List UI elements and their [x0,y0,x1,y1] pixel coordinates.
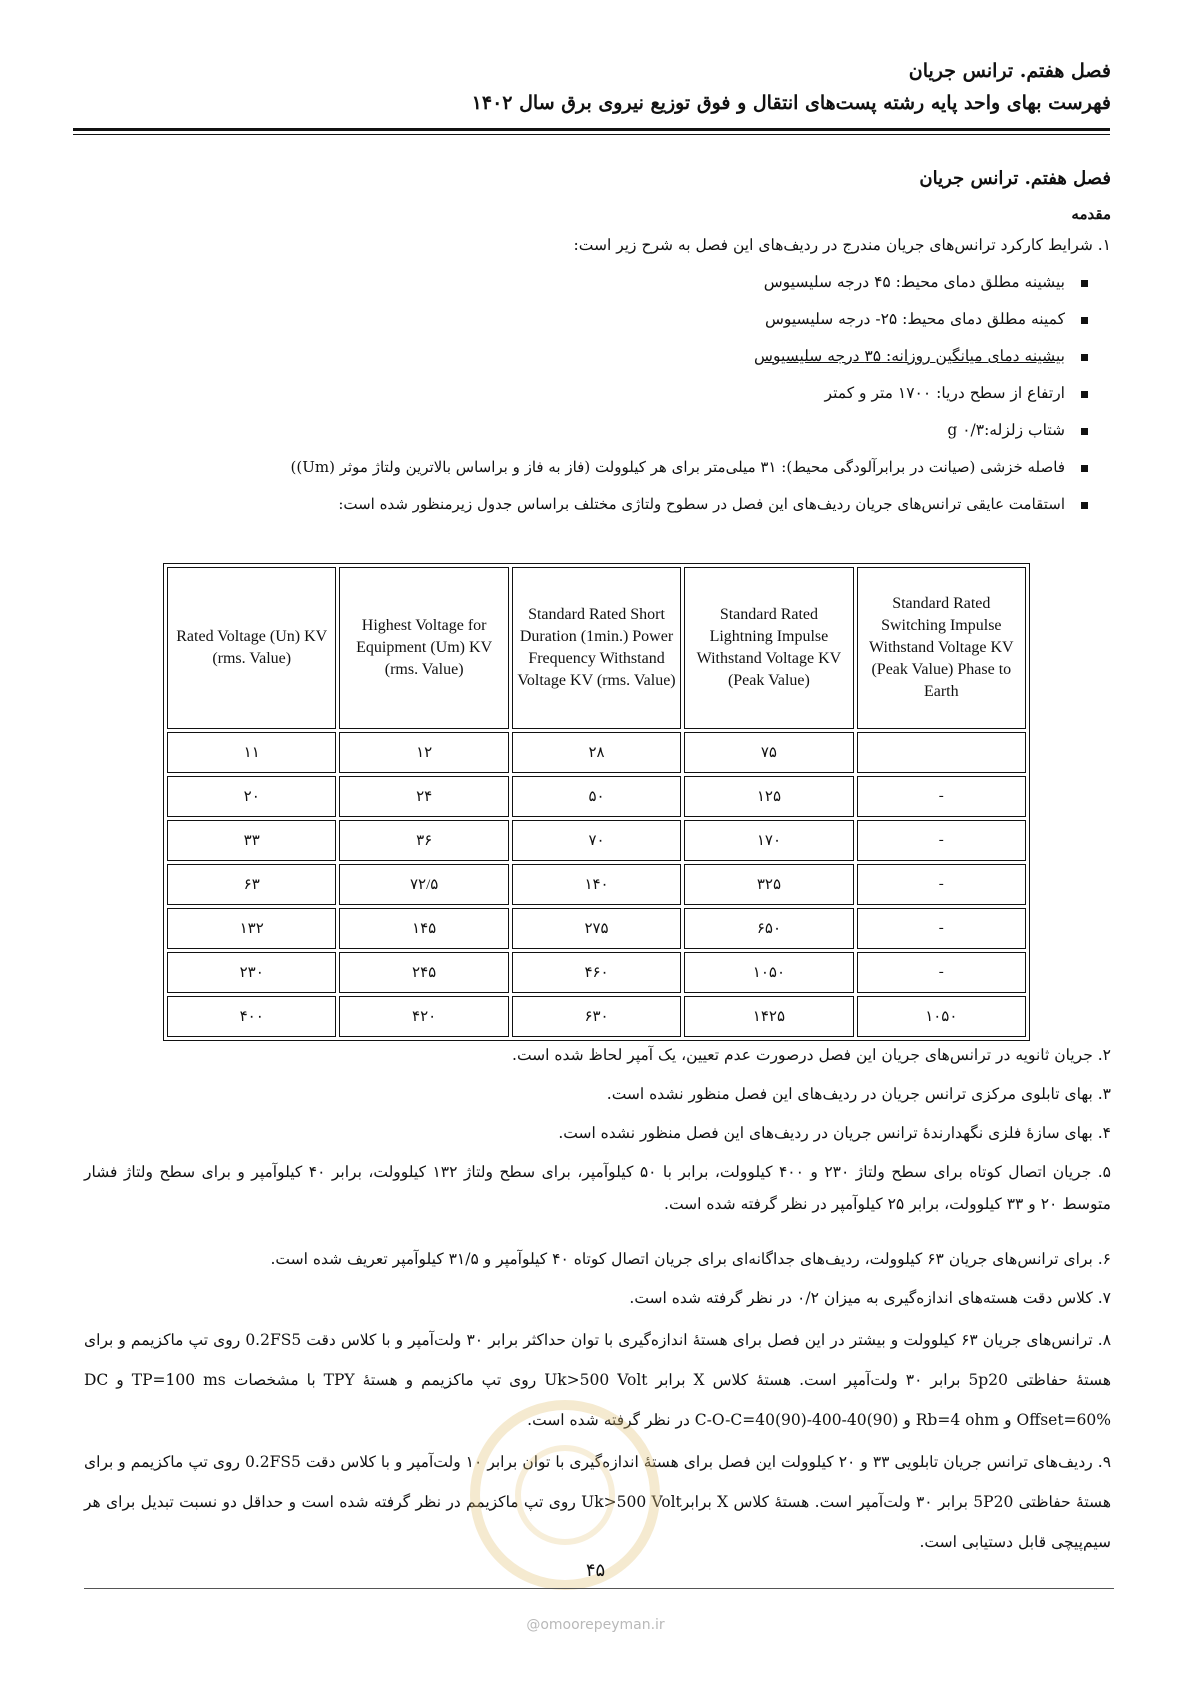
table-cell: ۲۴ [339,776,508,817]
table-cell: ۲۸ [512,732,681,773]
col-header-rated-voltage: Rated Voltage (Un) KV (rms. Value) [167,567,336,729]
chapter-title: فصل هفتم. ترانس جریان [919,168,1111,189]
running-header-chapter: فصل هفتم. ترانس جریان [908,60,1111,82]
table-cell: ۲۰ [167,776,336,817]
table-row [167,820,1026,861]
table-row [167,908,1026,949]
table-cell: - [857,776,1026,817]
header-rule-thick [73,128,1110,131]
table-cell: ۲۷۵ [512,908,681,949]
table-cell: ۷۰ [512,820,681,861]
bullet-item [754,342,1088,370]
table-cell: ۴۲۰ [339,996,508,1037]
table-cell: ۵۰ [512,776,681,817]
table-cell: ۶۳ [167,864,336,905]
table-cell: - [857,864,1026,905]
item-9: ۹. ردیف‌های ترانس جریان تابلویی ۳۳ و ۲۰ کیلوولت این فصل برای هستهٔ اندازه‌گیری با توان برابر ۱۰ ولت‌آمپر و با کلاس دقت 0.2FS5 روی تپ ماکزیمم و برای هستهٔ حفاظتی 5P20 برابر ۳۰ ولت‌آمپر است. هستهٔ کلاس X برابرUk>500 Volt روی تپ ماکزیمم در نظر گرفته شده است و حداقل دو نسبت تبدیل برای هر سیم‌پیچی قابل دستیابی است. [84,1453,1112,1551]
table-cell: ۱۰۵۰ [684,952,853,993]
table-cell: ۳۳ [167,820,336,861]
bullet-item [947,416,1088,444]
intro-heading: مقدمه [1071,205,1111,223]
item-1: ۱. شرایط کارکرد ترانس‌های جریان مندرج در ردیف‌های این فصل به شرح زیر است: [573,236,1111,254]
bullet-icon [1081,502,1088,509]
item-7: ۷. کلاس دقت هسته‌های اندازه‌گیری به میزان ۰/۲ در نظر گرفته شده است. [629,1289,1111,1307]
bullet-text: شتاب زلزله:g ۰/۳ [947,421,1065,439]
bullet-item [338,490,1088,518]
table-cell: ۱۳۲ [167,908,336,949]
page-number: ۴۵ [585,1560,606,1581]
bullet-text: ارتفاع از سطح دریا: ۱۷۰۰ متر و کمتر [824,384,1065,402]
table-cell: ۲۴۵ [339,952,508,993]
table-cell: ۱۲۵ [684,776,853,817]
item-2: ۲. جریان ثانویه در ترانس‌های جریان این فصل درصورت عدم تعیین، یک آمپر لحاظ شده است. [512,1046,1111,1064]
running-header-title: فهرست بهای واحد پایه رشته پست‌های انتقال و فوق توزیع نیروی برق سال ۱۴۰۲ [471,92,1111,114]
table-cell: ۴۰۰ [167,996,336,1037]
bullet-text: فاصله خزشی (صیانت در برابرآلودگی محیط): ۳۱ میلی‌متر برای هر کیلوولت (فاز به فاز و براساس بالاترین ولتاژ موثر (Um)) [290,458,1065,476]
item-3: ۳. بهای تابلوی مرکزی ترانس جریان در ردیف‌های این فصل منظور نشده است. [606,1085,1111,1103]
bullet-text: بیشینه مطلق دمای محیط: ۴۵ درجه سلیسیوس [763,273,1065,291]
bullet-icon [1081,280,1088,287]
bullet-item [825,379,1088,407]
table-cell: - [857,820,1026,861]
bullet-icon [1081,465,1088,472]
table-header-row [167,567,1026,729]
table-cell: ۳۲۵ [684,864,853,905]
bullet-item [291,453,1088,481]
table-row [167,776,1026,817]
table-cell: ۴۶۰ [512,952,681,993]
table-row [167,732,1026,773]
table-row [167,996,1026,1037]
col-header-lightning-impulse: Standard Rated Lightning Impulse Withstand Voltage KV (Peak Value) [684,567,853,729]
col-header-switching-impulse: Standard Rated Switching Impulse Withstand Voltage KV (Peak Value) Phase to Earth [857,567,1026,729]
table-cell: - [857,952,1026,993]
item-6: ۶. برای ترانس‌های جریان ۶۳ کیلوولت، ردیف‌های جداگانه‌ای برای جریان اتصال کوتاه ۴۰ کیلوآمپر و ۳۱/۵ کیلوآمپر تعریف شده است. [270,1250,1111,1268]
table-cell: - [857,908,1026,949]
bullet-text: کمینه مطلق دمای محیط: ۲۵- درجه سلیسیوس [764,310,1065,328]
bullet-text: بیشینه دمای میانگین روزانه: ۳۵ درجه سلیسیوس [754,347,1065,365]
table-cell: ۲۳۰ [167,952,336,993]
bullet-item [765,305,1088,333]
bullet-icon [1081,428,1088,435]
footer-rule [84,1588,1114,1589]
table-cell: ۷۲/۵ [339,864,508,905]
table-cell: ۷۵ [684,732,853,773]
table-cell: ۱۴۲۵ [684,996,853,1037]
table-cell: ۱۴۰ [512,864,681,905]
col-header-power-frequency: Standard Rated Short Duration (1min.) Power Frequency Withstand Voltage KV (rms. Value) [512,567,681,729]
site-watermark: @omoorepeyman.ir [526,1617,665,1633]
table-cell: ۱۷۰ [684,820,853,861]
table-cell: ۱۲ [339,732,508,773]
table-cell: ۶۳۰ [512,996,681,1037]
table-cell [857,732,1026,773]
table-row [167,952,1026,993]
table-cell: ۶۵۰ [684,908,853,949]
table-row [167,864,1026,905]
item-5: ۵. جریان اتصال کوتاه برای سطح ولتاژ ۲۳۰ و ۴۰۰ کیلوولت، برابر با ۵۰ کیلوآمپر، برای سطح ولتاژ ۱۳۲ کیلوولت، برابر ۴۰ کیلوآمپر و برای سطح ولتاژ فشار متوسط ۲۰ و ۳۳ کیلوولت، برابر ۲۵ کیلوآمپر در نظر گرفته شده است. [84,1163,1111,1213]
table-cell: ۱۴۵ [339,908,508,949]
item-8: ۸. ترانس‌های جریان ۶۳ کیلوولت و بیشتر در این فصل برای هستهٔ اندازه‌گیری با توان حداکثر برابر ۳۰ ولت‌آمپر و با کلاس دقت 0.2FS5 روی تپ ماکزیمم و برای هستهٔ حفاظتی 5p20 برابر ۳۰ ولت‌آمپر است. هستهٔ کلاس X برابر Uk>500 Volt روی تپ ماکزیمم و هستهٔ TPY با مشخصات TP=100 ms و DC Offset=60% و Rb=4 ohm و C-O-C=40(90)-400-40(90) در نظر گرفته شده است. [84,1331,1112,1429]
bullet-icon [1081,354,1088,361]
item-4: ۴. بهای سازهٔ فلزی نگهدارندهٔ ترانس جریان در ردیف‌های این فصل منظور نشده است. [558,1124,1111,1142]
insulation-level-table [163,563,1030,1041]
seal-watermark-inner [515,1445,615,1545]
col-header-highest-voltage: Highest Voltage for Equipment (Um) KV (rms. Value) [339,567,508,729]
table-cell: ۱۱ [167,732,336,773]
table-cell: ۳۶ [339,820,508,861]
bullet-item [764,268,1088,296]
table-cell: ۱۰۵۰ [857,996,1026,1037]
bullet-icon [1081,317,1088,324]
header-rule-thin [73,134,1110,135]
bullet-text: استقامت عایقی ترانس‌های جریان ردیف‌های این فصل در سطوح ولتاژی مختلف براساس جدول زیرمنظور شده است: [338,495,1065,513]
bullet-icon [1081,391,1088,398]
